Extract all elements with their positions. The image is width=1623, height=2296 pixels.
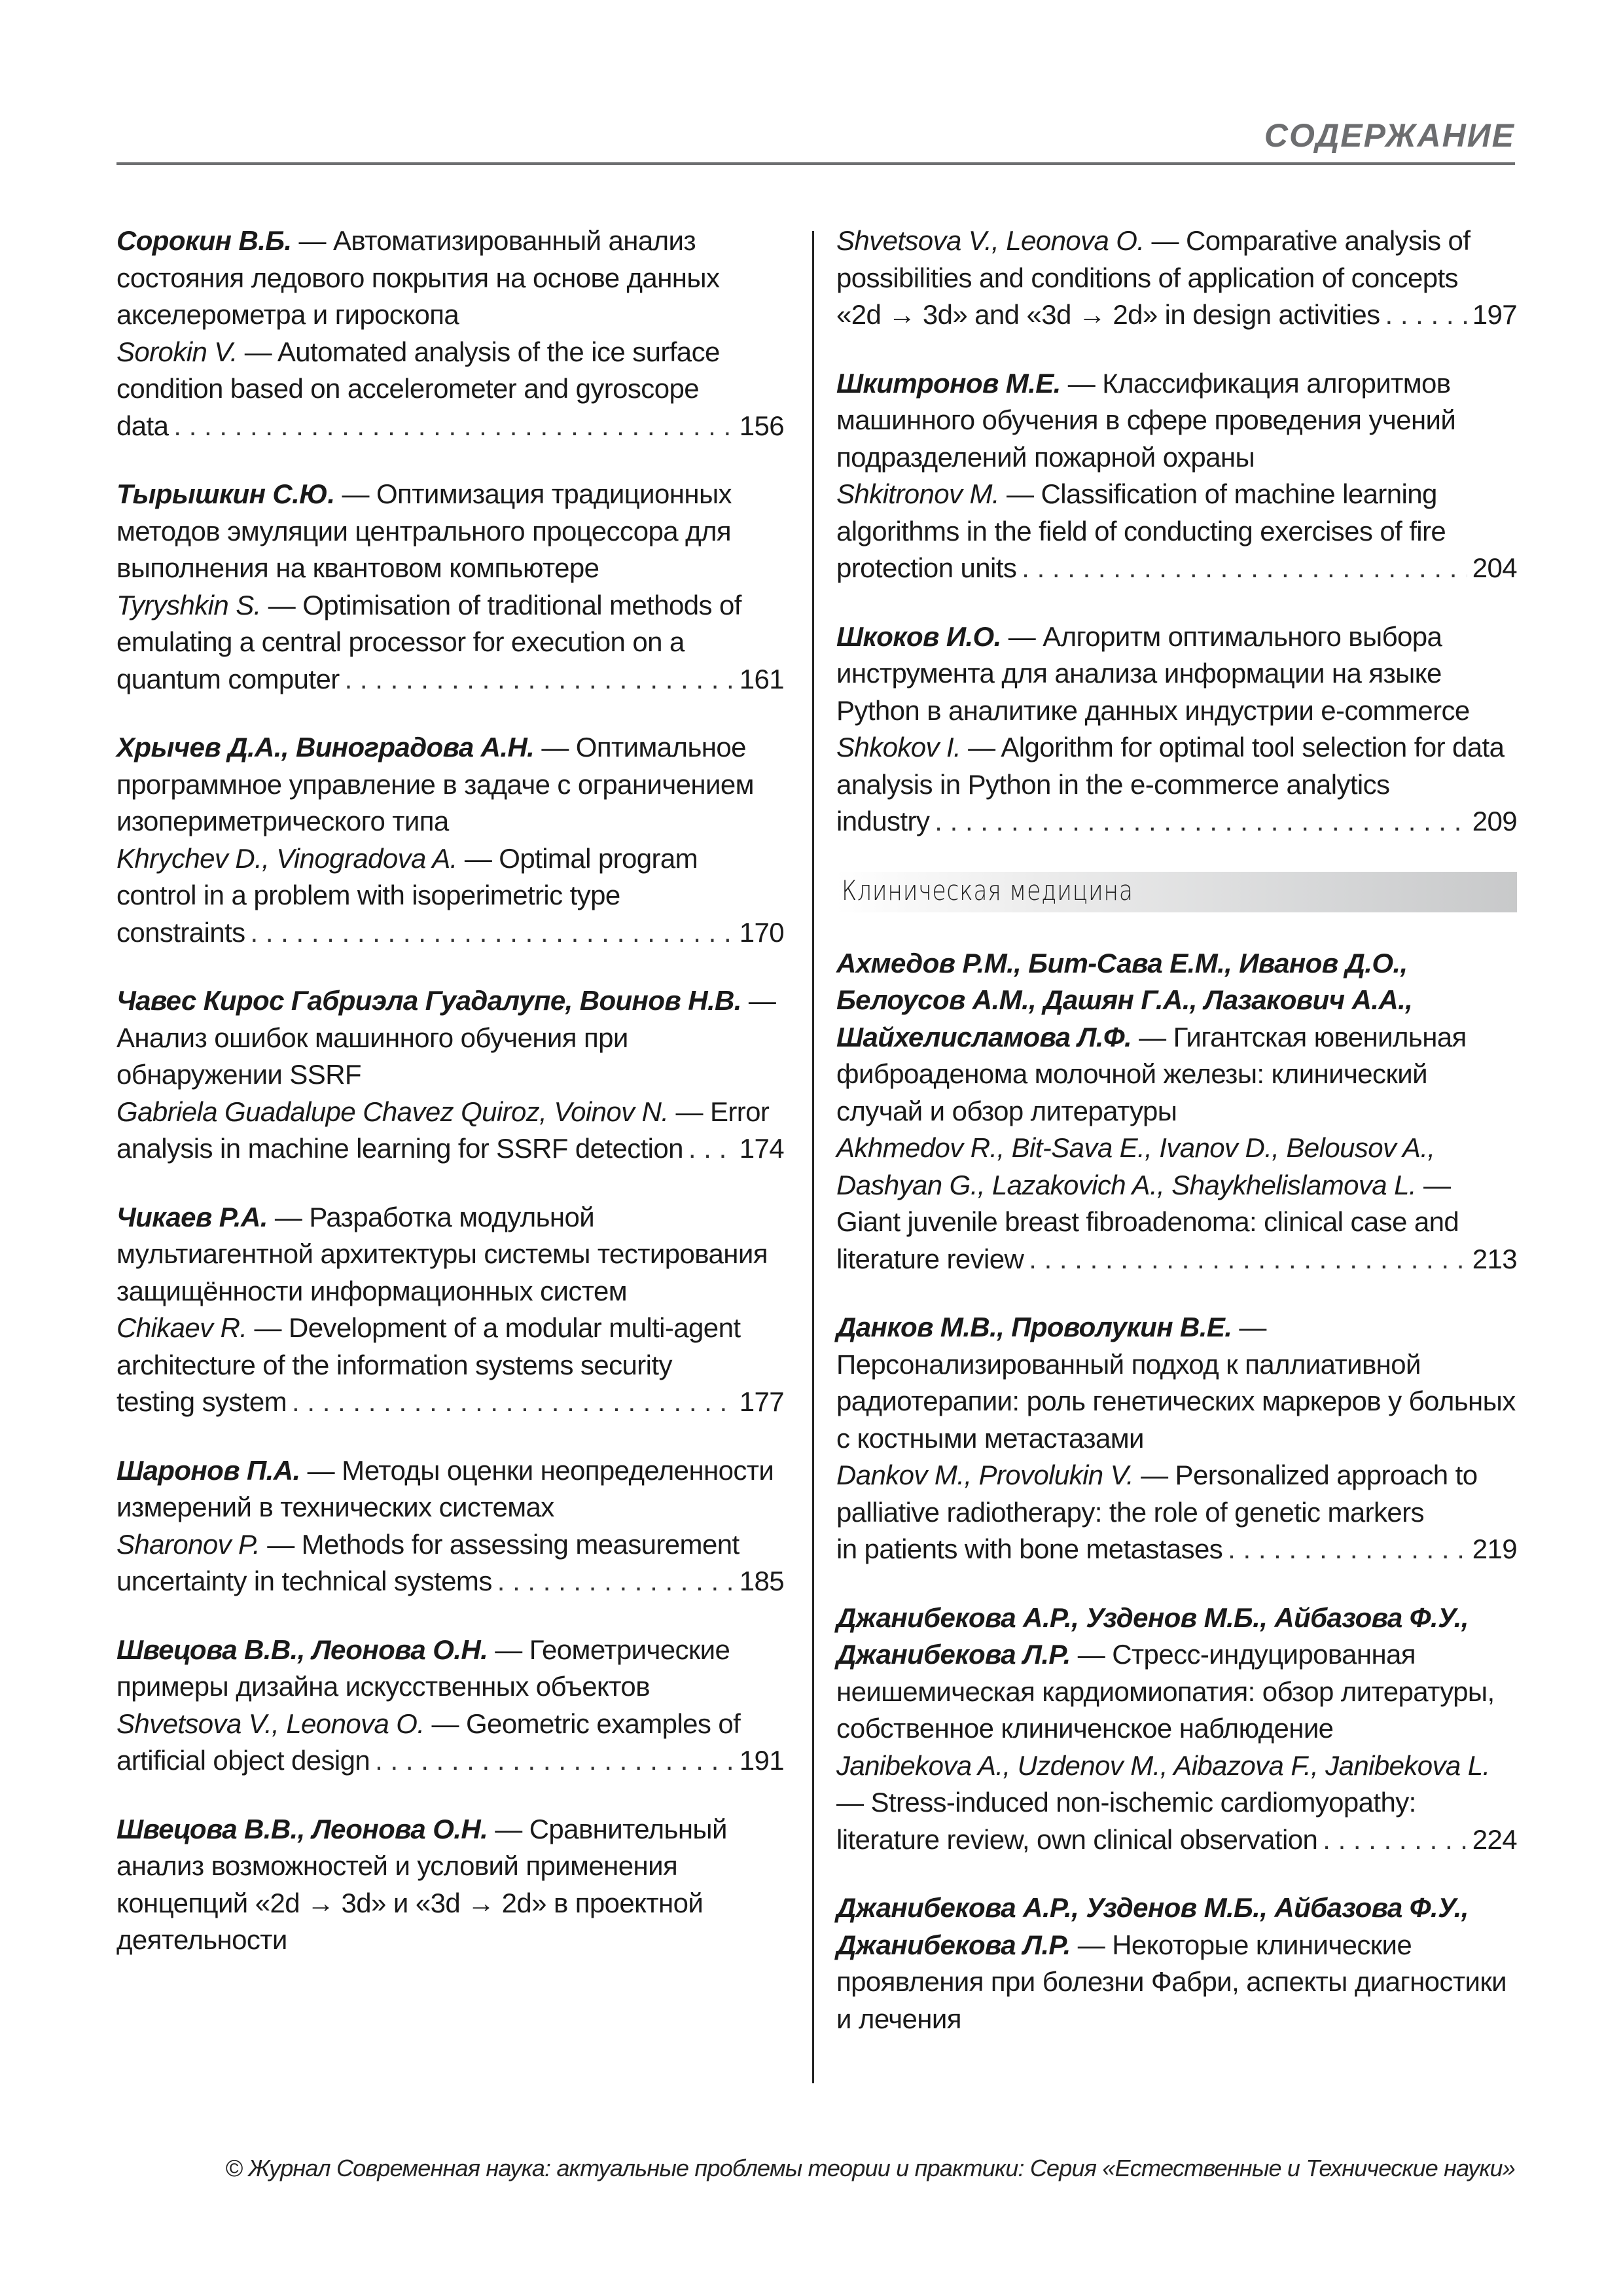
ru-title: — Некоторые клинические проявления при болезни Фабри, аспекты диагностики и лечения [836, 1929, 1507, 2034]
ru-title: — Оптимальное программное управление в задаче с ограничением изопериметрического типа [116, 732, 754, 836]
en-title-last-line: industry [836, 806, 930, 836]
page-number[interactable]: 219 [1472, 1534, 1517, 1564]
toc-entry[interactable] [116, 982, 784, 1168]
ru-title: — Стресс-индуцированная неишемическая кардиомиопатия: обзор литературы, собственное клиниченское наблюдение [836, 1639, 1495, 1744]
en-authors: Shvetsova V., Leonova O. [836, 225, 1145, 256]
ru-authors: Джанибекова А.Р., Узденов М.Б., Айбазова Ф.У., Джанибекова Л.Р. [836, 1892, 1469, 1960]
dot-leader [1323, 1821, 1467, 1859]
en-title-last-line: in patients with bone metastases [836, 1534, 1223, 1564]
en-authors: Shvetsova V., Leonova O. [116, 1708, 425, 1739]
en-authors: Janibekova A., Uzdenov M., Aibazova F., Janibekova L. [836, 1749, 1490, 1781]
toc-entry[interactable] [116, 1632, 784, 1780]
en-authors: Sorokin V. [116, 336, 238, 367]
dot-leader [497, 1563, 734, 1600]
ru-title: — Гигантская ювенильная фиброаденома молочной железы: клинический случай и обзор литературы [836, 1021, 1467, 1126]
en-title: — Classification of machine learning algorithms in the field of conducting exercises of fire [836, 478, 1446, 547]
page-number[interactable]: 204 [1472, 552, 1517, 583]
ru-authors: Тырышкин С.Ю. [116, 478, 335, 509]
ru-authors: Чикаев Р.А. [116, 1201, 268, 1232]
toc-entry[interactable] [836, 1890, 1517, 2037]
ru-authors: Хрычев Д.А., Виноградова А.Н. [116, 732, 535, 762]
dot-leader [345, 661, 734, 698]
dot-leader [173, 408, 734, 445]
en-authors: Shkokov I. [836, 732, 961, 762]
page-number[interactable]: 213 [1472, 1243, 1517, 1274]
page-number[interactable]: 185 [739, 1566, 784, 1596]
ru-title: — Анализ ошибок машинного обучения при обнаружении SSRF [116, 985, 776, 1090]
ru-authors: Чавес Кирос Габриэла Гуадалупе, Воинов Н.В. [116, 985, 741, 1016]
page-number[interactable]: 191 [739, 1745, 784, 1776]
dot-leader [1022, 550, 1467, 587]
en-authors: Sharonov P. [116, 1528, 260, 1560]
ru-authors: Шаронов П.А. [116, 1454, 300, 1486]
en-title: — Giant juvenile breast fibroadenoma: clinical case and [836, 1169, 1459, 1237]
ru-authors: Шкоков И.О. [836, 620, 1001, 652]
dot-leader [1385, 296, 1467, 334]
page-number[interactable]: 156 [739, 410, 784, 441]
en-title: — Optimisation of traditional methods of emulating a central processor for execution on a [116, 589, 741, 657]
section-heading-text: Клиническая медицина [842, 874, 1133, 906]
page-number[interactable]: 174 [739, 1133, 784, 1164]
en-authors: Gabriela Guadalupe Chavez Quiroz, Voinov N. [116, 1096, 669, 1127]
ru-authors: Ахмедов Р.М., Бит-Сава Е.М., Иванов Д.О., Белоусов А.М., Дашян Г.А., Лазакович А.А., Шайхелисламова Л.Ф. [836, 947, 1413, 1052]
page-number[interactable]: 224 [1472, 1823, 1517, 1855]
page-number[interactable]: 209 [1472, 806, 1517, 836]
en-title-last-line: protection units [836, 552, 1017, 583]
ru-title: — Персонализированный подход к паллиативной радиотерапии: роль генетических маркеров у больных с костными метастазами [836, 1312, 1516, 1454]
en-title-last-line: uncertainty in technical systems [116, 1566, 492, 1596]
dot-leader [292, 1384, 734, 1421]
page-header-title: СОДЕРЖАНИЕ [1264, 117, 1515, 154]
toc-entry[interactable] [836, 619, 1517, 840]
ru-title: — Автоматизированный анализ состояния ледового покрытия на основе данных акселерометра и гироскопа [116, 225, 720, 330]
en-authors: Tyryshkin S. [116, 589, 261, 620]
header-rule [116, 162, 1515, 165]
en-title-last-line: artificial object design [116, 1745, 370, 1776]
ru-title: — Методы оценки неопределенности измерений в технических системах [116, 1454, 774, 1522]
toc-entry[interactable] [836, 945, 1517, 1278]
right-column [836, 223, 1517, 2069]
ru-authors: Швецова В.В., Леонова О.Н. [116, 1634, 488, 1665]
toc-entry[interactable] [116, 1452, 784, 1600]
en-authors: Shkitronov M. [836, 478, 999, 509]
ru-authors: Джанибекова А.Р., Узденов М.Б., Айбазова Ф.У., Джанибекова Л.Р. [836, 1602, 1469, 1670]
en-title-last-line: quantum computer [116, 663, 340, 694]
en-title: — Optimal program control in a problem with isoperimetric type [116, 842, 698, 910]
column-divider [812, 231, 814, 2083]
page-number[interactable]: 197 [1472, 299, 1517, 330]
toc-entry[interactable] [116, 729, 784, 951]
en-title-last-line: data [116, 410, 169, 441]
en-title-last-line: constraints [116, 916, 245, 948]
ru-title: — Сравнительный анализ возможностей и условий применения концепций «2d → 3d» и «3d → 2d» в проектной деятельности [116, 1813, 727, 1955]
en-title: — Comparative analysis of possibilities and conditions of application of concepts [836, 225, 1471, 293]
en-title-last-line: analysis in machine learning for SSRF detection [116, 1133, 683, 1164]
toc-entry[interactable] [116, 1199, 784, 1421]
toc-entry[interactable] [116, 1811, 784, 1959]
ru-title: — Геометрические примеры дизайна искусственных объектов [116, 1634, 730, 1702]
en-title: — Algorithm for optimal tool selection for data analysis in Python in the e-commerce analytics [836, 732, 1505, 800]
toc-entry[interactable] [836, 1600, 1517, 1859]
ru-title: — Оптимизация традиционных методов эмуляции центрального процессора для выполнения на квантовом компьютере [116, 478, 732, 583]
dot-leader [1029, 1241, 1467, 1278]
ru-authors: Сорокин В.Б. [116, 225, 292, 256]
ru-title: — Разработка модульной мультиагентной архитектуры системы тестирования защищённости информационных систем [116, 1201, 768, 1306]
journal-footer: © Журнал Современная наука: актуальные проблемы теории и практики: Серия «Естественные и Технические науки» [225, 2155, 1515, 2181]
ru-title: — Классификация алгоритмов машинного обучения в сфере проведения учений подразделений пожарной охраны [836, 367, 1456, 473]
ru-authors: Данков М.В., Проволукин В.Е. [836, 1312, 1232, 1342]
dot-leader [688, 1130, 734, 1168]
en-title: — Error [668, 1096, 770, 1127]
toc-entry-continuation[interactable] [836, 223, 1517, 334]
page-number[interactable]: 170 [739, 916, 784, 948]
en-authors: Khrychev D., Vinogradova A. [116, 842, 457, 874]
page-number[interactable]: 161 [739, 663, 784, 694]
ru-authors: Шкитронов М.Е. [836, 367, 1061, 399]
en-title: — Geometric examples of [424, 1708, 741, 1739]
en-title-last-line: literature review [836, 1243, 1024, 1274]
left-column [116, 223, 784, 1990]
en-title: — Methods for assessing measurement [260, 1528, 740, 1560]
toc-entry[interactable] [116, 223, 784, 444]
en-title: — Stress-induced non-ischemic cardiomyopathy: [836, 1787, 1416, 1818]
dot-leader [375, 1742, 734, 1780]
page-number[interactable]: 177 [739, 1386, 784, 1417]
ru-authors: Швецова В.В., Леонова О.Н. [116, 1813, 488, 1844]
dot-leader [251, 914, 734, 952]
en-title: — Personalized approach to palliative radiotherapy: the role of genetic markers [836, 1460, 1478, 1528]
en-authors: Dankov M., Provolukin V. [836, 1460, 1133, 1490]
dot-leader [1228, 1531, 1467, 1568]
toc-entry[interactable] [836, 365, 1517, 587]
section-heading-clinical-medicine [836, 872, 1517, 912]
en-authors: Chikaev R. [116, 1312, 247, 1343]
dot-leader [935, 803, 1467, 840]
en-title: — Automated analysis of the ice surface condition based on accelerometer and gyroscope [116, 336, 720, 404]
toc-entry[interactable] [836, 1309, 1517, 1568]
en-title-last-line: testing system [116, 1386, 287, 1417]
ru-title: — Алгоритм оптимального выбора инструмента для анализа информации на языке Python в аналитике данных индустрии e-commerce [836, 620, 1470, 726]
en-title-last-line: literature review, own clinical observation [836, 1823, 1318, 1855]
en-title-last-line: «2d → 3d» and «3d → 2d» in design activities [836, 299, 1380, 330]
en-title: — Development of a modular multi-agent architecture of the information systems security [116, 1312, 741, 1380]
en-authors: Akhmedov R., Bit-Sava E., Ivanov D., Belousov A., Dashyan G., Lazakovich A., Shaykhelislamova L. [836, 1132, 1435, 1200]
toc-entry[interactable] [116, 476, 784, 698]
